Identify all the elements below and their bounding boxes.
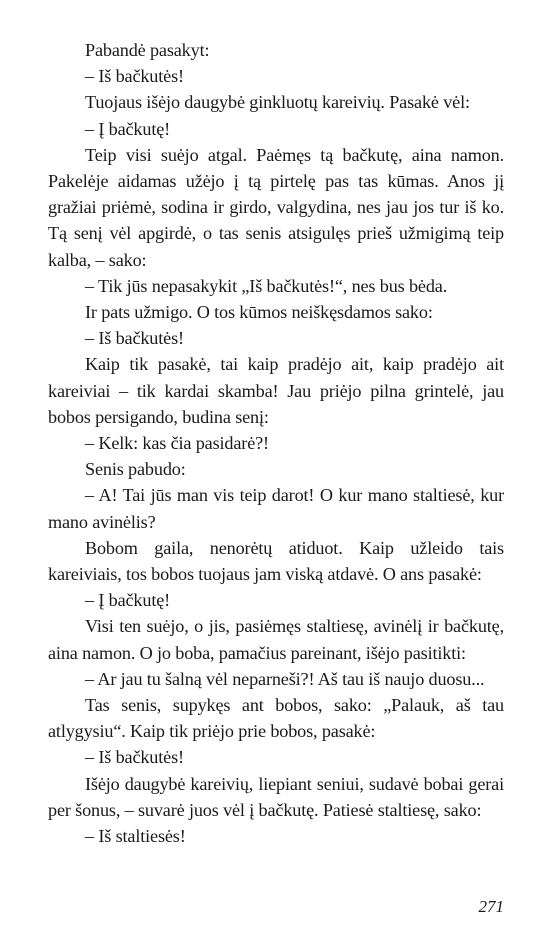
paragraph: – Į bačkutę! xyxy=(85,590,171,611)
paragraph: – Kelk: kas čia pasidarė?! xyxy=(85,433,269,454)
paragraph: – Iš bačkutės! xyxy=(85,328,184,349)
paragraph: Senis pabudo: xyxy=(85,459,186,480)
paragraph: Visi ten suėjo, o jis, pasiėmęs staltiesę, avinėlį ir bačkutę, aina namon. O jo boba, pamačius pareinant, išėjo pasitikti: xyxy=(48,616,504,663)
paragraph: – Iš bačkutės! xyxy=(85,747,184,768)
paragraph: Tas senis, supykęs ant bobos, sako: „Palauk, aš tau atlygysiu“. Kaip tik priėjo prie bobos, pasakė: xyxy=(48,695,504,742)
paragraph: Kaip tik pasakė, tai kaip pradėjo ait, kaip pradėjo ait kareiviai – tik kardai skamba! Jau priėjo pilna grintelė, jau bobos persigando, budina senį: xyxy=(48,354,504,427)
paragraph: Bobom gaila, nenorėtų atiduot. Kaip užleido tais kareiviais, tos bobos tuojaus jam viską atdavė. O ans pasakė: xyxy=(48,537,504,585)
paragraph: Išėjo daugybė kareivių, liepiant seniui, sudavė bobai gerai per šonus, – suvarė juos vėl į bačkutę. Patiesė staltiesę, sako: xyxy=(48,773,504,820)
paragraph: – Iš staltiesės! xyxy=(85,826,186,847)
paragraph: Tuojaus išėjo daugybė ginkluotų kareivių. Pasakė vėl: xyxy=(85,92,470,113)
paragraph: – Iš bačkutės! xyxy=(85,66,184,87)
paragraph: Pabandė pasakyt: xyxy=(85,40,210,60)
paragraph: – A! Tai jūs man vis teip darot! O kur mano staltiesė, kur mano avinėlis? xyxy=(48,485,504,532)
paragraph: Ir pats užmigo. O tos kūmos neiškęsdamos sako: xyxy=(85,302,433,323)
page-body xyxy=(48,37,504,849)
paragraph: – Ar jau tu šalną vėl neparneši?! Aš tau iš naujo duosu... xyxy=(85,668,485,689)
paragraph: – Į bačkutę! xyxy=(85,118,171,139)
paragraph: Teip visi suėjo atgal. Paėmęs tą bačkutę, aina namon. Pakelėje aidamas užėjo į tą pirtelę pas tas kūmas. Anos jį gražiai priėmė, sodina ir girdo, valgydina, nes jau jos tur iš ko. Tą senį vėl apgirdė, o tas senis atsigulęs prieš užmigimą teip kalba, – sako: xyxy=(48,144,504,270)
book-page xyxy=(48,37,504,917)
page-number: 271 xyxy=(478,897,504,916)
paragraph: – Tik jūs nepasakykit „Iš bačkutės!“, nes bus bėda. xyxy=(85,275,448,296)
